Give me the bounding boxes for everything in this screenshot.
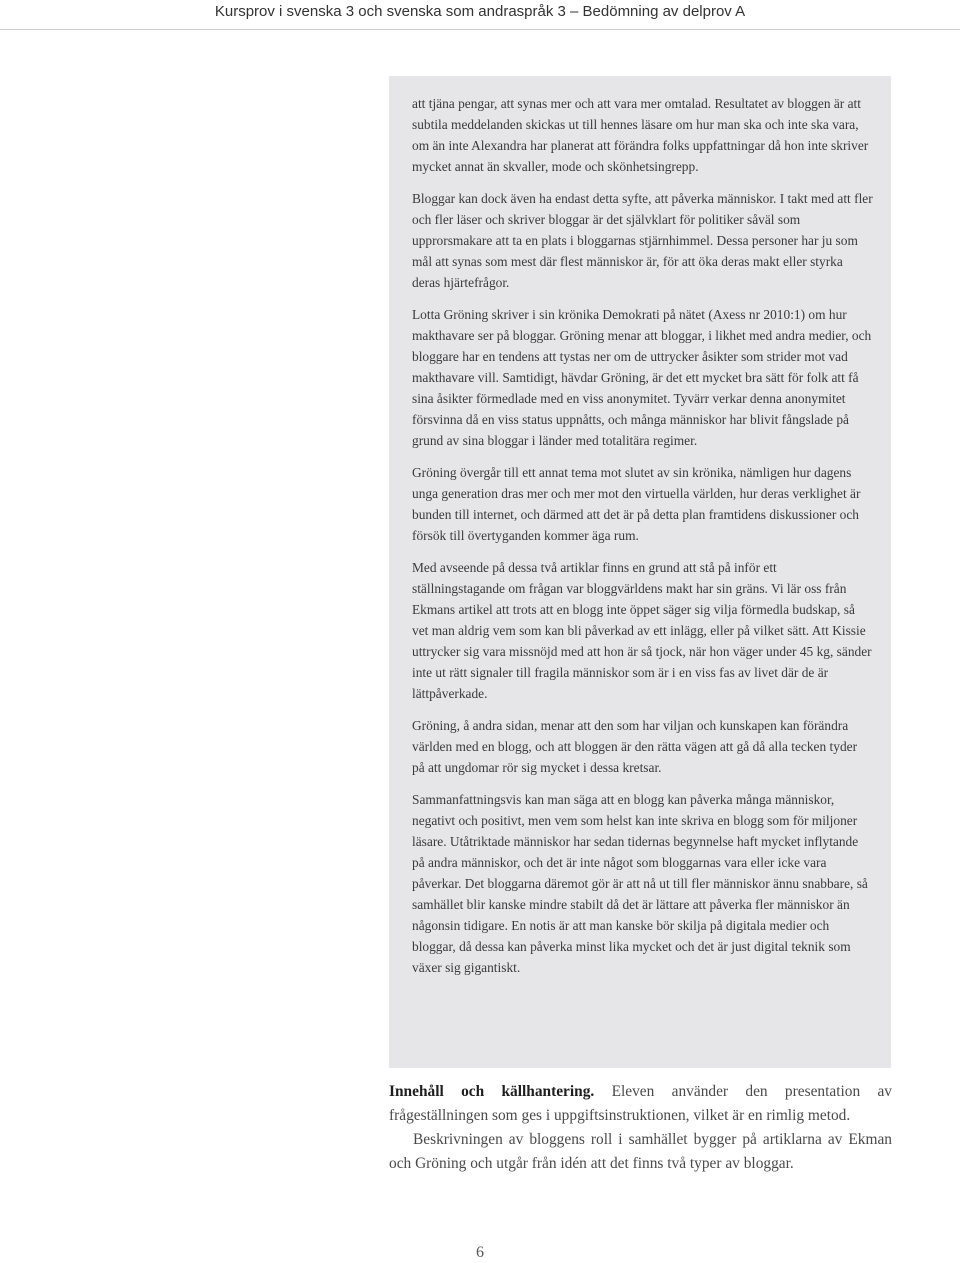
assessment-paragraph — [389, 1080, 892, 1128]
essay-paragraph: Lotta Gröning skriver i sin krönika Demokrati på nätet (Axess nr 2010:1) om hur makthavare ser på bloggar. Gröning menar att bloggar, i likhet med andra medier, och bloggare har en tendens att tystas ner om de uttrycker åsikter som strider mot vad makthavare vill. Samtidigt, hävdar Gröning, är det ett mycket bra sätt för folk att få sina åsikter förmedlade med en viss anonymitet. Tyvärr verkar denna anonymitet försvinna då en viss status uppnåtts, och många människor har blivit fångslade på grund av sina bloggar i länder med totalitära regimer. — [412, 307, 872, 448]
header-title: Kursprov i svenska 3 och svenska som andraspråk 3 – Bedömning av delprov A — [214, 3, 746, 20]
assessment-comment — [389, 1080, 892, 1176]
assessment-paragraph-2: Beskrivningen av bloggens roll i samhället bygger på artiklarna av Ekman och Gröning och utgår från idén att det finns två typer av bloggar. — [389, 1131, 892, 1172]
page-number: 6 — [476, 1244, 484, 1261]
essay-paragraph: att tjäna pengar, att synas mer och att vara mer omtalad. Resultatet av bloggen är att subtila meddelanden skickas ut till hennes läsare om hur man ska och inte ska vara, om än inte Alexandra har planerat att förändra folks uppfattningar då hon inte skriver mycket annat än skvaller, mode och skönhetsingrepp. — [412, 96, 869, 174]
essay-paragraph: Gröning, å andra sidan, menar att den som har viljan och kunskapen kan förändra världen med en blogg, och att bloggen är den rätta vägen att gå då alla tecken tyder på att ungdomar rör sig mycket i dessa kretsar. — [412, 718, 858, 775]
page-header — [0, 0, 960, 29]
essay-paragraph: Bloggar kan dock även ha endast detta syfte, att påverka människor. I takt med att fler och fler läser och skriver bloggar är det självklart för politiker såväl som upprorsmakare att ta en plats i bloggarnas stjärnhimmel. Dessa personer har ju som mål att synas som mest där flest människor är, för att öka deras makt eller styrka deras hjärtefrågor. — [412, 191, 873, 290]
essay-paragraph: Gröning övergår till ett annat tema mot slutet av sin krönika, nämligen hur dagens unga generation dras mer och mer mot den virtuella världen, hur deras verklighet är bunden till internet, och därmed att det är på detta plan framtidens diskussioner och försök till övertyganden kommer äga rum. — [412, 465, 861, 543]
assessment-heading: Innehåll och källhantering. — [389, 1083, 595, 1100]
assessment-lead-text: Eleven använder den presentation av frågeställningen som ges i uppgiftsinstruktionen, vilket är en rimlig metod. — [389, 1083, 892, 1124]
essay-paragraph: Sammanfattningsvis kan man säga att en blogg kan påverka många människor, negativt och positivt, men vem som helst kan inte skriva en blogg som för miljoner läsare. Utåtriktade människor har sedan tidernas begynnelse haft mycket inflytande på andra människor, och det är inte något som bloggarnas vara eller icke vara påverkar. Det bloggarna däremot gör är att nå ut till fler människor ännu snabbare, så samhället blir kanske mindre stabilt då det är lättare att påverka fler människor än någonsin tidigare. En notis är att man kanske bör skilja på digitala medier och bloggar, då dessa kan påverka minst lika mycket och det är just digital teknik som växer sig gigantiskt. — [412, 792, 868, 975]
student-essay-excerpt — [389, 76, 891, 1068]
essay-paragraph: Med avseende på dessa två artiklar finns en grund att stå på inför ett ställningstagande om frågan var bloggvärldens makt har sin gräns. Vi lär oss från Ekmans artikel att trots att en blogg inte öppet säger sig vilja förmedla budskap, så vet man aldrig vem som kan bli påverkad av ett inlägg, eller på vilket sätt. Att Kissie uttrycker sig vara missnöjd med att hon är så tjock, när hon väger under 45 kg, sänder inte ut rätt signaler till fragila människor som är i en viss fas av livet där de är lättpåverkade. — [412, 560, 872, 701]
header-divider — [0, 29, 960, 30]
